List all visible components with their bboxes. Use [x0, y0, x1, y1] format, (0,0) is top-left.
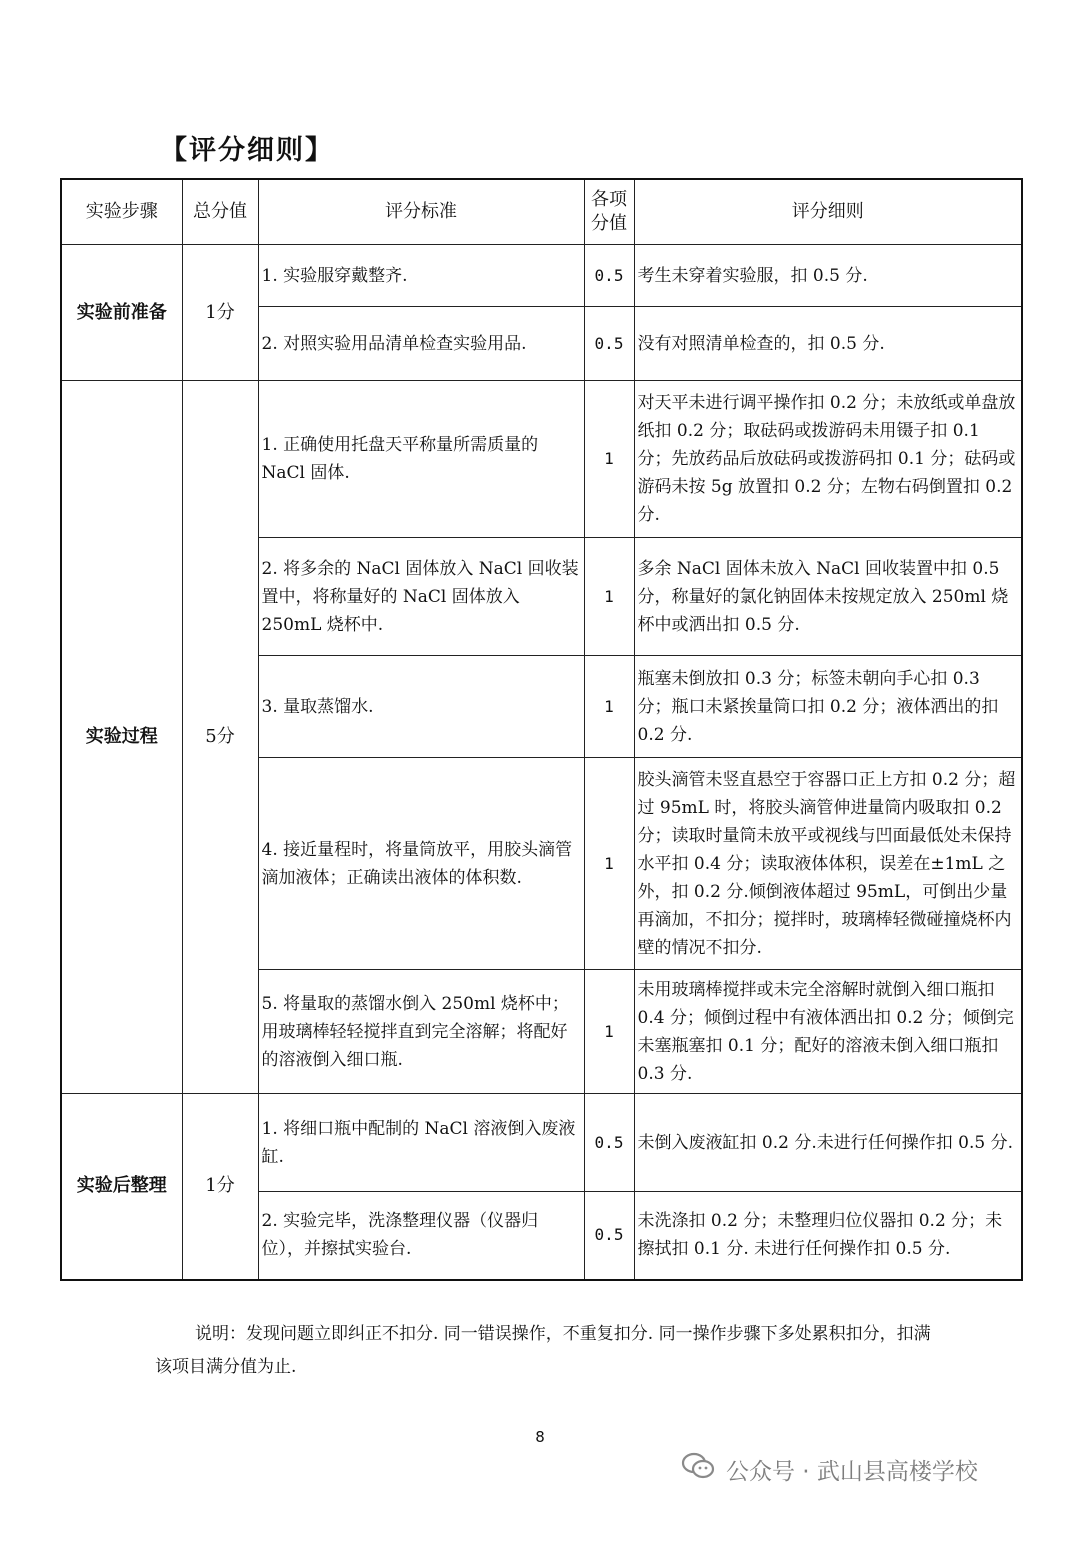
header-points-text: 各项 分值 [591, 189, 627, 234]
table-row [61, 381, 1022, 538]
detail-cell: 对天平未进行调平操作扣 0.2 分；未放纸或单盘放纸扣 0.2 分；取砝码或拨游码未用镊子扣 0.1 分；先放药品后放砝码或拨游码扣 0.1 分；砝码或游码未按 5g 放置扣 0.2 分；左物右码倒置扣 0.2 分. [634, 381, 1022, 538]
points-cell: 0.5 [584, 1094, 634, 1192]
header-points [584, 179, 634, 245]
header-total: 总分值 [182, 179, 258, 245]
detail-cell: 考生未穿着实验服，扣 0.5 分. [634, 245, 1022, 307]
detail-cell: 未倒入废液缸扣 0.2 分.未进行任何操作扣 0.5 分. [634, 1094, 1022, 1192]
detail-cell: 没有对照清单检查的，扣 0.5 分. [634, 307, 1022, 381]
criterion-cell: 3. 量取蒸馏水. [258, 656, 584, 758]
scoring-table [60, 178, 1023, 1281]
criterion-cell: 1. 实验服穿戴整齐. [258, 245, 584, 307]
points-cell: 0.5 [584, 245, 634, 307]
table-header-row [61, 179, 1022, 245]
watermark [680, 1448, 978, 1490]
step-cell: 实验后整理 [61, 1094, 182, 1280]
header-criterion: 评分标准 [258, 179, 584, 245]
points-cell: 1 [584, 538, 634, 656]
step-cell: 实验前准备 [61, 245, 182, 381]
points-cell: 1 [584, 970, 634, 1094]
points-cell: 1 [584, 381, 634, 538]
total-cell: 1分 [182, 1094, 258, 1280]
detail-cell: 未洗涤扣 0.2 分；未整理归位仪器扣 0.2 分；未擦拭扣 0.1 分. 未进行任何操作扣 0.5 分. [634, 1192, 1022, 1280]
criterion-cell: 5. 将量取的蒸馏水倒入 250ml 烧杯中；用玻璃棒轻轻搅拌直到完全溶解；将配好的溶液倒入细口瓶. [258, 970, 584, 1094]
watermark-text: 公众号 · 武山县高楼学校 [726, 1458, 978, 1485]
criterion-cell: 1. 正确使用托盘天平称量所需质量的 NaCl 固体. [258, 381, 584, 538]
table-row [61, 1094, 1022, 1192]
total-cell: 5分 [182, 381, 258, 1094]
detail-cell: 未用玻璃棒搅拌或未完全溶解时就倒入细口瓶扣 0.4 分；倾倒过程中有液体洒出扣 0.2 分；倾倒完未塞瓶塞扣 0.1 分；配好的溶液未倒入细口瓶扣 0.3 分. [634, 970, 1022, 1094]
section-title: 【评分细则】 [160, 135, 334, 166]
total-cell: 1分 [182, 245, 258, 381]
criterion-cell: 2. 实验完毕，洗涤整理仪器（仪器归位），并擦拭实验台. [258, 1192, 584, 1280]
points-cell: 0.5 [584, 1192, 634, 1280]
criterion-cell: 2. 对照实验用品清单检查实验用品. [258, 307, 584, 381]
wechat-icon [680, 1448, 716, 1490]
header-detail: 评分细则 [634, 179, 1022, 245]
table-row [61, 245, 1022, 307]
detail-cell: 多余 NaCl 固体未放入 NaCl 回收装置中扣 0.5 分，称量好的氯化钠固体未按规定放入 250ml 烧杯中或洒出扣 0.5 分. [634, 538, 1022, 656]
points-cell: 0.5 [584, 307, 634, 381]
criterion-cell: 1. 将细口瓶中配制的 NaCl 溶液倒入废液缸. [258, 1094, 584, 1192]
detail-cell: 胶头滴管未竖直悬空于容器口正上方扣 0.2 分；超过 95mL 时，将胶头滴管伸进量筒内吸取扣 0.2 分；读取时量筒未放平或视线与凹面最低处未保持水平扣 0.4 分；读取液体体积，误差在±1mL 之外，扣 0.2 分.倾倒液体超过 95mL，可倒出少量再滴加，不扣分；搅拌时，玻璃棒轻微碰撞烧杯内壁的情况不扣分. [634, 758, 1022, 970]
points-cell: 1 [584, 656, 634, 758]
detail-cell: 瓶塞未倒放扣 0.3 分；标签未朝向手心扣 0.3 分；瓶口未紧挨量筒口扣 0.2 分；液体洒出的扣 0.2 分. [634, 656, 1022, 758]
page-number: 8 [535, 1428, 545, 1446]
criterion-cell: 4. 接近量程时，将量筒放平，用胶头滴管滴加液体；正确读出液体的体积数. [258, 758, 584, 970]
header-step: 实验步骤 [61, 179, 182, 245]
points-cell: 1 [584, 758, 634, 970]
criterion-cell: 2. 将多余的 NaCl 固体放入 NaCl 回收装置中，将称量好的 NaCl 固体放入 250mL 烧杯中. [258, 538, 584, 656]
note-text: 说明：发现问题立即纠正不扣分. 同一错误操作，不重复扣分. 同一操作步骤下多处累积扣分，扣满该项目满分值为止. [155, 1324, 931, 1377]
step-cell: 实验过程 [61, 381, 182, 1094]
